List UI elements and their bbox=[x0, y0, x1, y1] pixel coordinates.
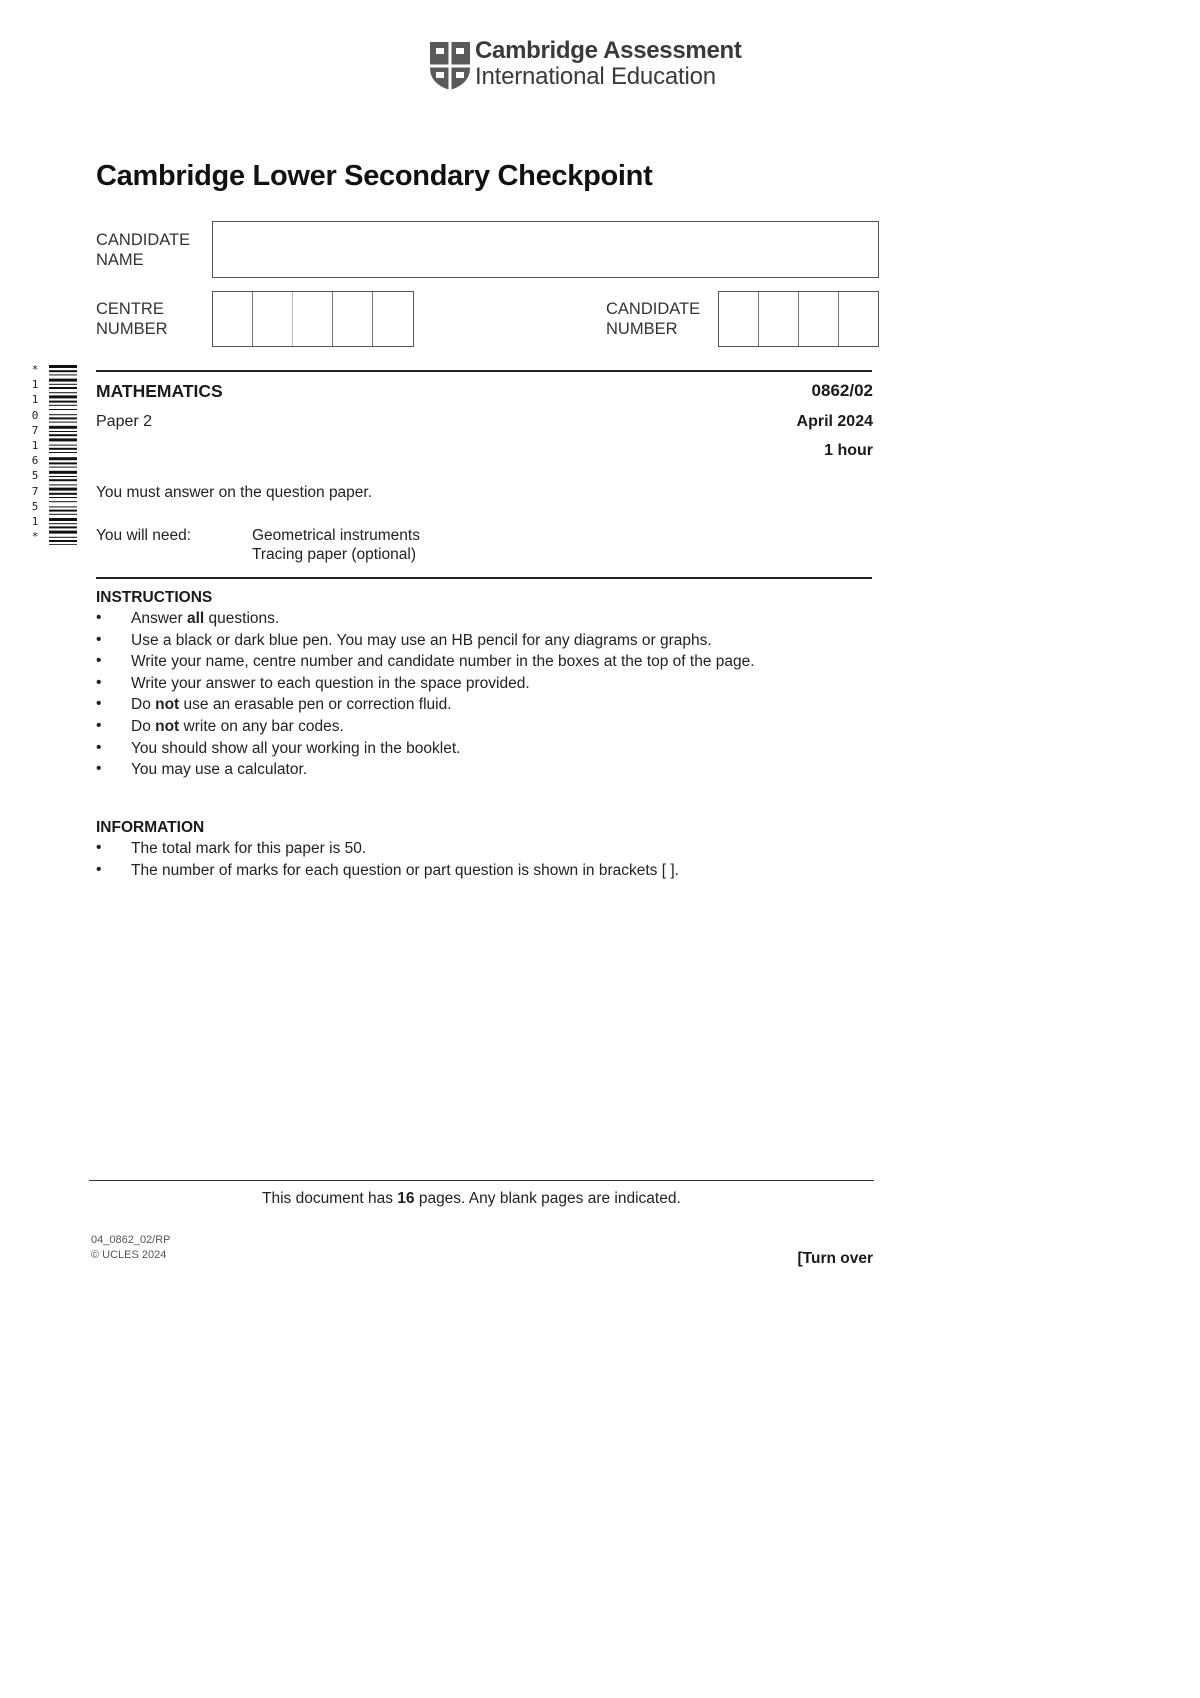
barcode-bar bbox=[49, 537, 77, 538]
page-count-note bbox=[262, 1190, 681, 1208]
barcode-char: 7 bbox=[31, 423, 39, 437]
centre-number-cell[interactable] bbox=[213, 292, 253, 346]
information-list bbox=[96, 840, 886, 883]
barcode-bar bbox=[49, 434, 77, 436]
barcode-bar bbox=[49, 523, 77, 524]
candidate-number-label-line2: NUMBER bbox=[606, 320, 678, 338]
candidate-number-cell[interactable] bbox=[759, 292, 799, 346]
barcode-bar bbox=[49, 476, 77, 477]
centre-number-field[interactable] bbox=[212, 291, 414, 347]
org-line-1: Cambridge Assessment bbox=[475, 37, 742, 64]
answer-note: You must answer on the question paper. bbox=[96, 484, 373, 501]
paper-name: Paper 2 bbox=[96, 413, 153, 430]
instruction-text: questions. bbox=[204, 610, 280, 627]
barcode-char: * bbox=[31, 363, 39, 376]
instructions-heading: INSTRUCTIONS bbox=[96, 589, 213, 606]
barcode-number bbox=[29, 362, 41, 544]
candidate-name-label-line2: NAME bbox=[96, 251, 144, 269]
information-heading: INFORMATION bbox=[96, 819, 205, 836]
crest-icon bbox=[428, 40, 472, 92]
candidate-name-label bbox=[96, 230, 190, 270]
centre-number-label-line2: NUMBER bbox=[96, 320, 168, 338]
instruction-item bbox=[96, 632, 886, 654]
paper-code: 0862/02 bbox=[811, 381, 873, 400]
barcode-bar bbox=[49, 379, 77, 382]
instruction-text: You may use a calculator. bbox=[131, 761, 308, 779]
barcode-bar bbox=[49, 457, 77, 460]
org-name bbox=[475, 38, 742, 90]
page-count: 16 bbox=[397, 1190, 415, 1207]
instruction-text: write on any bar codes. bbox=[179, 717, 344, 735]
instruction-text: Do bbox=[131, 717, 156, 735]
divider bbox=[96, 370, 872, 372]
candidate-name-label-line1: CANDIDATE bbox=[96, 231, 191, 249]
barcode-bar bbox=[49, 431, 77, 432]
candidate-number-cell[interactable] bbox=[839, 292, 877, 346]
candidate-number-cell[interactable] bbox=[799, 292, 839, 346]
instruction-item bbox=[96, 675, 886, 697]
instruction-emphasis: not bbox=[155, 717, 180, 735]
barcode-bar bbox=[49, 417, 77, 419]
barcode-bar bbox=[49, 510, 77, 512]
barcode-char: 1 bbox=[31, 393, 39, 407]
barcode-bar bbox=[49, 445, 77, 446]
barcode-bar bbox=[49, 395, 77, 398]
barcode-char: 1 bbox=[31, 515, 39, 529]
information-item: • The total mark for this paper is 50. bbox=[96, 840, 886, 862]
centre-number-label-line1: CENTRE bbox=[96, 300, 164, 318]
candidate-number-label bbox=[606, 299, 700, 339]
instruction-text: You should show all your working in the booklet. bbox=[131, 739, 461, 757]
subject: MATHEMATICS bbox=[96, 381, 223, 401]
need-item: Geometrical instruments bbox=[252, 527, 420, 544]
barcode-bar bbox=[49, 501, 77, 502]
barcode-char: * bbox=[31, 530, 39, 544]
copyright: © UCLES 2024 bbox=[91, 1249, 167, 1261]
barcode-char: 6 bbox=[31, 454, 39, 468]
instruction-item bbox=[96, 653, 886, 675]
barcode bbox=[49, 365, 77, 545]
barcode-bar bbox=[49, 514, 77, 515]
barcode-bar bbox=[49, 426, 77, 429]
instruction-item bbox=[96, 610, 886, 632]
instruction-text: Use a black or dark blue pen. You may use an HB pencil for any diagrams or graphs. bbox=[131, 631, 712, 649]
barcode-bar bbox=[49, 448, 77, 450]
barcode-bar bbox=[49, 467, 77, 468]
barcode-bar bbox=[49, 452, 77, 453]
instruction-emphasis: all bbox=[187, 610, 205, 627]
candidate-name-field[interactable] bbox=[212, 221, 879, 278]
barcode-bar bbox=[49, 471, 77, 474]
barcode-bar bbox=[49, 518, 77, 521]
information-item: • The number of marks for each question or part question is shown in brackets [ ]. bbox=[96, 862, 886, 884]
exam-title: Cambridge Lower Secondary Checkpoint bbox=[96, 160, 653, 192]
barcode-bar bbox=[49, 422, 77, 423]
document-reference bbox=[91, 1233, 171, 1263]
page-count-post: pages. Any blank pages are indicated. bbox=[414, 1190, 681, 1207]
barcode-char: 5 bbox=[31, 469, 39, 483]
instruction-emphasis: not bbox=[155, 696, 180, 714]
footer-divider bbox=[89, 1180, 874, 1181]
barcode-bar bbox=[49, 387, 77, 389]
barcode-bar bbox=[49, 405, 77, 406]
barcode-bar bbox=[49, 462, 77, 464]
instruction-text: Do bbox=[131, 696, 156, 714]
barcode-bar bbox=[49, 544, 77, 545]
barcode-bar bbox=[49, 438, 77, 441]
instruction-item bbox=[96, 696, 886, 718]
barcode-bar bbox=[49, 384, 77, 385]
cambridge-logo bbox=[428, 40, 472, 92]
centre-number-cell[interactable] bbox=[253, 292, 293, 346]
barcode-char: 0 bbox=[31, 408, 39, 422]
barcode-bar bbox=[49, 392, 77, 393]
instruction-text: Write your name, centre number and candidate number in the boxes at the top of the page. bbox=[131, 653, 755, 671]
centre-number-label bbox=[96, 299, 168, 339]
instructions-list bbox=[96, 610, 886, 783]
barcode-char: 1 bbox=[31, 378, 39, 392]
barcode-bar bbox=[49, 540, 77, 542]
barcode-bar bbox=[49, 497, 77, 498]
centre-number-cell[interactable] bbox=[333, 292, 373, 346]
candidate-number-cell[interactable] bbox=[719, 292, 759, 346]
barcode-bar bbox=[49, 488, 77, 491]
barcode-bar bbox=[49, 414, 77, 415]
barcode-bar bbox=[49, 370, 77, 372]
barcode-bar bbox=[49, 365, 77, 368]
need-label: You will need: bbox=[96, 527, 192, 544]
instruction-item bbox=[96, 761, 886, 783]
candidate-number-label-line1: CANDIDATE bbox=[606, 300, 701, 318]
instruction-text: Write your answer to each question in the space provided. bbox=[131, 674, 530, 692]
centre-number-cell[interactable] bbox=[373, 292, 412, 346]
instruction-item bbox=[96, 740, 886, 762]
instruction-text: Answer bbox=[131, 610, 187, 627]
centre-number-cell[interactable] bbox=[293, 292, 333, 346]
barcode-bar bbox=[49, 409, 77, 410]
barcode-char: 5 bbox=[31, 499, 39, 513]
page-count-pre: This document has bbox=[262, 1190, 398, 1207]
barcode-bar bbox=[49, 401, 77, 403]
need-item: Tracing paper (optional) bbox=[252, 546, 416, 563]
divider bbox=[96, 577, 872, 579]
turn-over: [Turn over bbox=[797, 1250, 873, 1267]
barcode-bar bbox=[49, 531, 77, 534]
barcode-bar bbox=[49, 479, 77, 481]
barcode-bar bbox=[49, 484, 77, 485]
barcode-char: 7 bbox=[31, 484, 39, 498]
instruction-item bbox=[96, 718, 886, 740]
document-ref-line1: 04_0862_02/RP bbox=[91, 1234, 171, 1246]
barcode-bar bbox=[49, 526, 77, 528]
barcode-bar bbox=[49, 506, 77, 507]
instruction-text: use an erasable pen or correction fluid. bbox=[179, 696, 452, 714]
barcode-char: 1 bbox=[31, 439, 39, 453]
candidate-number-field[interactable] bbox=[718, 291, 879, 347]
exam-date: April 2024 bbox=[796, 413, 873, 430]
exam-duration: 1 hour bbox=[824, 442, 873, 459]
barcode-bar bbox=[49, 374, 77, 375]
org-line-2: International Education bbox=[475, 63, 716, 90]
barcode-bar bbox=[49, 493, 77, 495]
